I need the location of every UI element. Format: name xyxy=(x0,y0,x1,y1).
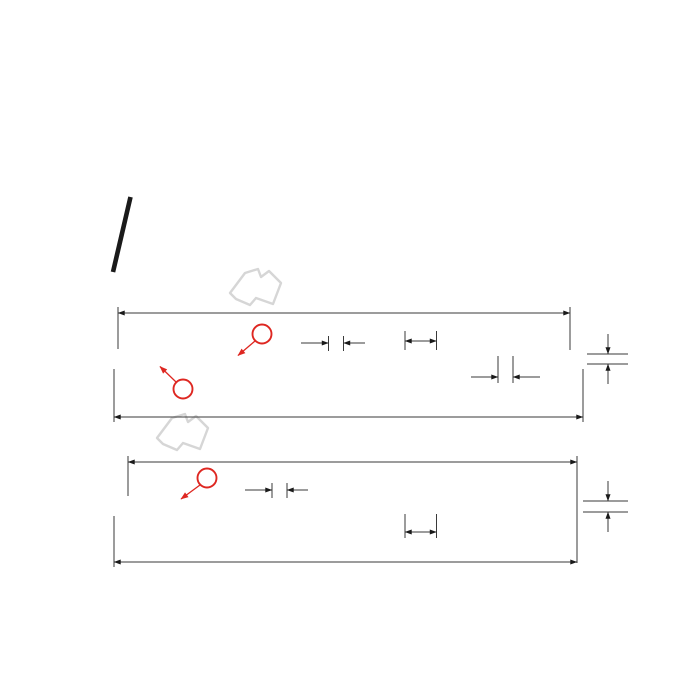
leader-line xyxy=(238,341,255,356)
leader-line xyxy=(181,485,200,499)
label-a-circle xyxy=(174,380,193,399)
watermarks xyxy=(157,269,281,450)
dim-rib-bottom-35 xyxy=(471,356,540,383)
dim-valley-67-reverse xyxy=(405,514,437,538)
section-face-view xyxy=(114,307,628,422)
label-r-callout xyxy=(181,469,217,500)
dim-width-formula-2 xyxy=(128,456,577,563)
metal-profil-logo-watermark xyxy=(230,269,281,305)
isometric-view xyxy=(113,197,131,272)
dim-valley-67 xyxy=(405,331,437,350)
leader-line xyxy=(160,367,176,383)
metal-profil-logo-watermark xyxy=(157,414,208,450)
section-reverse-view xyxy=(114,456,628,567)
dim-rib-top-35-reverse xyxy=(245,483,308,498)
label-a-callout xyxy=(160,367,193,399)
sheet-cut-edge xyxy=(113,197,131,272)
label-b-callout xyxy=(238,325,272,356)
dim-total-width-2 xyxy=(114,516,577,567)
dim-height-18 xyxy=(587,334,628,384)
label-r-circle xyxy=(198,469,217,488)
label-b-circle xyxy=(253,325,272,344)
dim-rib-top-35 xyxy=(301,336,365,351)
dim-height-18-reverse xyxy=(583,481,628,532)
